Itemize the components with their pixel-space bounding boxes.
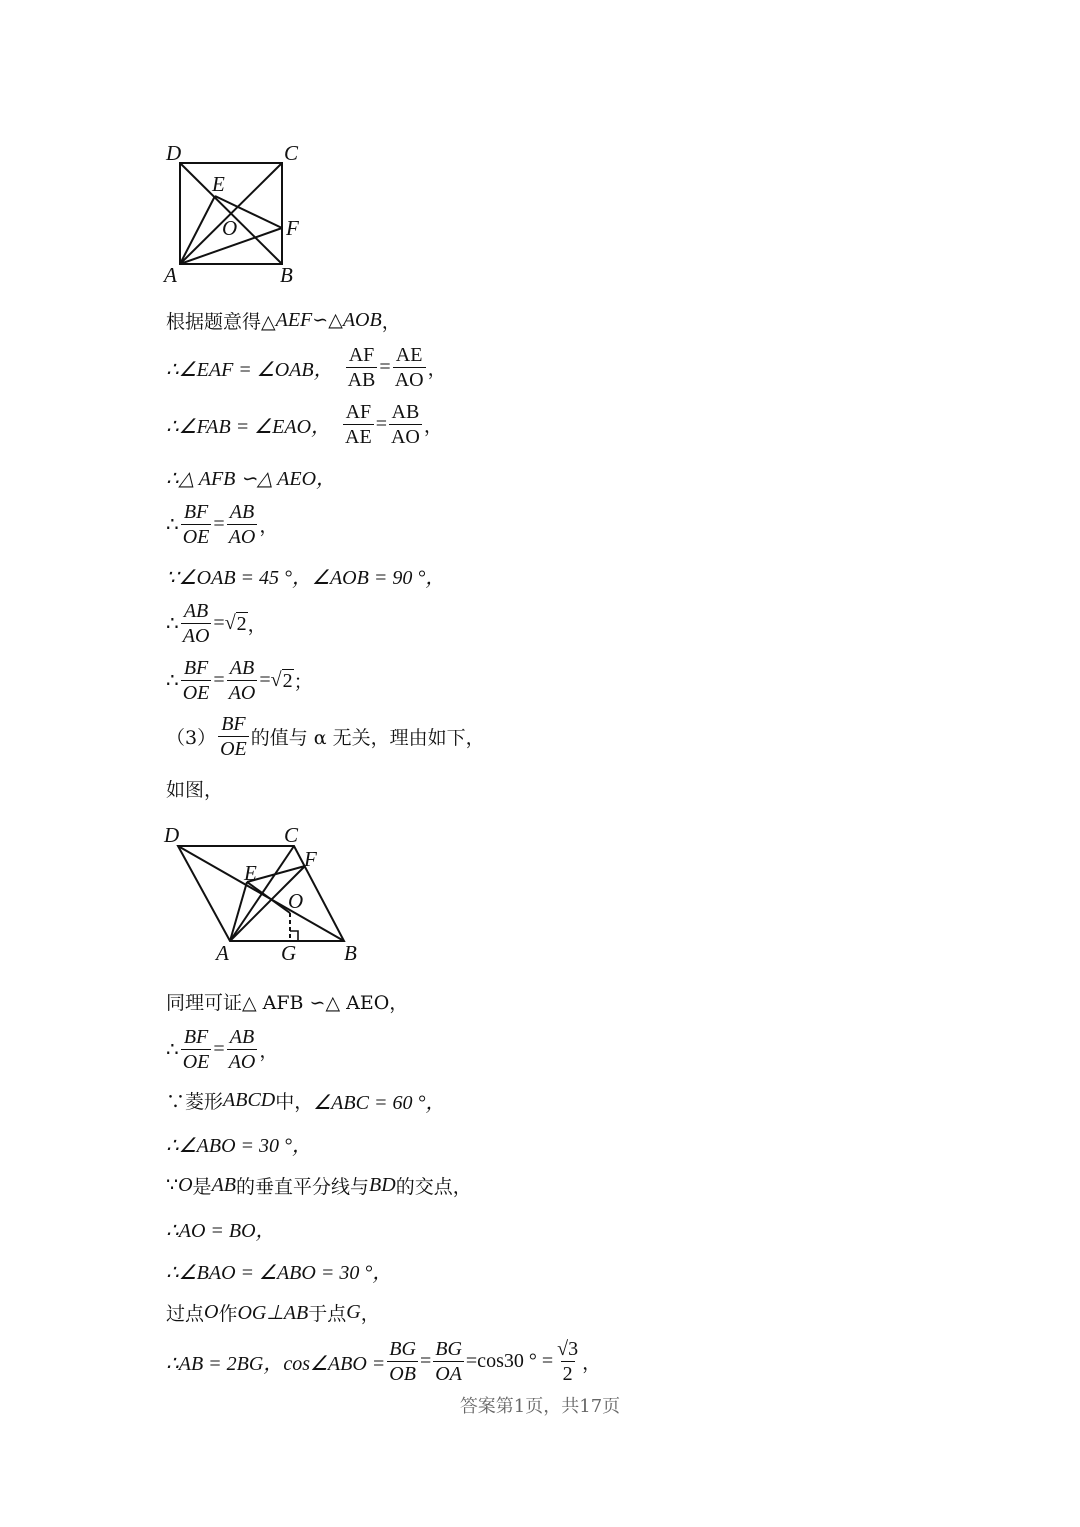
label-F: F bbox=[304, 847, 317, 871]
page-footer: 答案第1页，共17页 bbox=[459, 1396, 621, 1417]
line-12: ∴ $\frac{BF}{OE}$ = $\frac{AB}{AO}$ ， bbox=[166, 1025, 279, 1073]
line-11: 同理可证△ AFB ∽△ AEO， bbox=[166, 991, 409, 1014]
fraction: $\frac{AB}{AO}$ bbox=[228, 1025, 256, 1073]
fraction: $\frac{√3}{2}$ bbox=[557, 1337, 579, 1385]
label-F: F bbox=[286, 216, 299, 240]
fraction: $\frac{AF}{AB}$ bbox=[347, 343, 376, 391]
fraction: $\frac{BF}{OE}$ bbox=[182, 656, 210, 704]
label-O: O bbox=[288, 889, 304, 913]
label-O: O bbox=[222, 216, 238, 240]
label-B: B bbox=[280, 263, 293, 287]
label-C: C bbox=[284, 823, 299, 847]
fraction: $\frac{AB}{AO}$ bbox=[228, 656, 256, 704]
fraction: $\frac{BF}{OE}$ bbox=[220, 712, 247, 760]
line-2: ∴∠EAF = ∠OAB， $\frac{AF}{AB}$ = $\frac{AE}{AO}$ ， bbox=[166, 343, 447, 391]
fraction: $\frac{AE}{AO}$ bbox=[394, 343, 424, 391]
figure-rhombus bbox=[158, 820, 368, 970]
label-D: D bbox=[166, 141, 182, 165]
fraction: $\frac{AB}{AO}$ bbox=[390, 400, 420, 448]
line-14: ∴∠ABO = 30 °， bbox=[166, 1134, 313, 1157]
label-B: B bbox=[344, 941, 357, 965]
fraction: $\frac{BF}{OE}$ bbox=[182, 500, 210, 548]
label-E: E bbox=[212, 172, 225, 196]
line-4: ∴△ AFB ∽△ AEO， bbox=[166, 467, 337, 490]
figure-square bbox=[160, 138, 320, 288]
fraction: $\frac{BF}{OE}$ bbox=[182, 1025, 210, 1073]
line-18: 过点 O 作 OG⊥AB 于点 G ， bbox=[166, 1300, 380, 1325]
line-13: ∵菱形 ABCD 中， ∠ABC = 60 °， bbox=[166, 1088, 446, 1114]
line-7: ∴ $\frac{AB}{AO}$ = √ 2 ， bbox=[166, 599, 267, 647]
label-D: D bbox=[164, 823, 180, 847]
line-5: ∴ $\frac{BF}{OE}$ = $\frac{AB}{AO}$ ， bbox=[166, 500, 279, 548]
sqrt: √ 2 bbox=[270, 668, 293, 692]
line-6: ∵∠OAB = 45 °，∠AOB = 90 °， bbox=[166, 566, 446, 589]
line-8: ∴ $\frac{BF}{OE}$ = $\frac{AB}{AO}$ = √ 2 ； bbox=[166, 656, 313, 704]
label-C: C bbox=[284, 141, 299, 165]
sqrt: √ 2 bbox=[224, 611, 247, 635]
line-9: （3） $\frac{BF}{OE}$ 的值与 α 无关，理由如下， bbox=[166, 712, 485, 760]
fraction: $\frac{AB}{AO}$ bbox=[228, 500, 256, 548]
fraction: $\frac{AB}{AO}$ bbox=[182, 599, 210, 647]
fraction: $\frac{BG}{OA}$ bbox=[435, 1337, 462, 1385]
line-17: ∴∠BAO = ∠ABO = 30 °， bbox=[166, 1261, 393, 1284]
fraction: $\frac{AF}{AE}$ bbox=[345, 400, 372, 448]
line-16: ∴AO = BO， bbox=[166, 1219, 276, 1242]
label-A: A bbox=[216, 941, 229, 965]
line-1: 根据题意得△ AEF ∽△ AOB ， bbox=[166, 308, 401, 333]
fraction: $\frac{BG}{OB}$ bbox=[389, 1337, 416, 1385]
label-E: E bbox=[244, 861, 257, 885]
line-15: ∵ O 是 AB 的垂直平分线与 BD 的交点， bbox=[166, 1173, 472, 1198]
line-19: ∴AB = 2BG，cos∠ABO = $\frac{BG}{OB}$ = $\frac{BG}{OA}$ =cos30 ° = $\frac{√3}{2}$ ， bbox=[166, 1337, 602, 1385]
label-G: G bbox=[281, 941, 297, 965]
line-3: ∴∠FAB = ∠EAO， $\frac{AF}{AE}$ = $\frac{AB}{AO}$ ， bbox=[166, 400, 443, 448]
line-10: 如图， bbox=[166, 778, 224, 801]
label-A: A bbox=[164, 263, 177, 287]
